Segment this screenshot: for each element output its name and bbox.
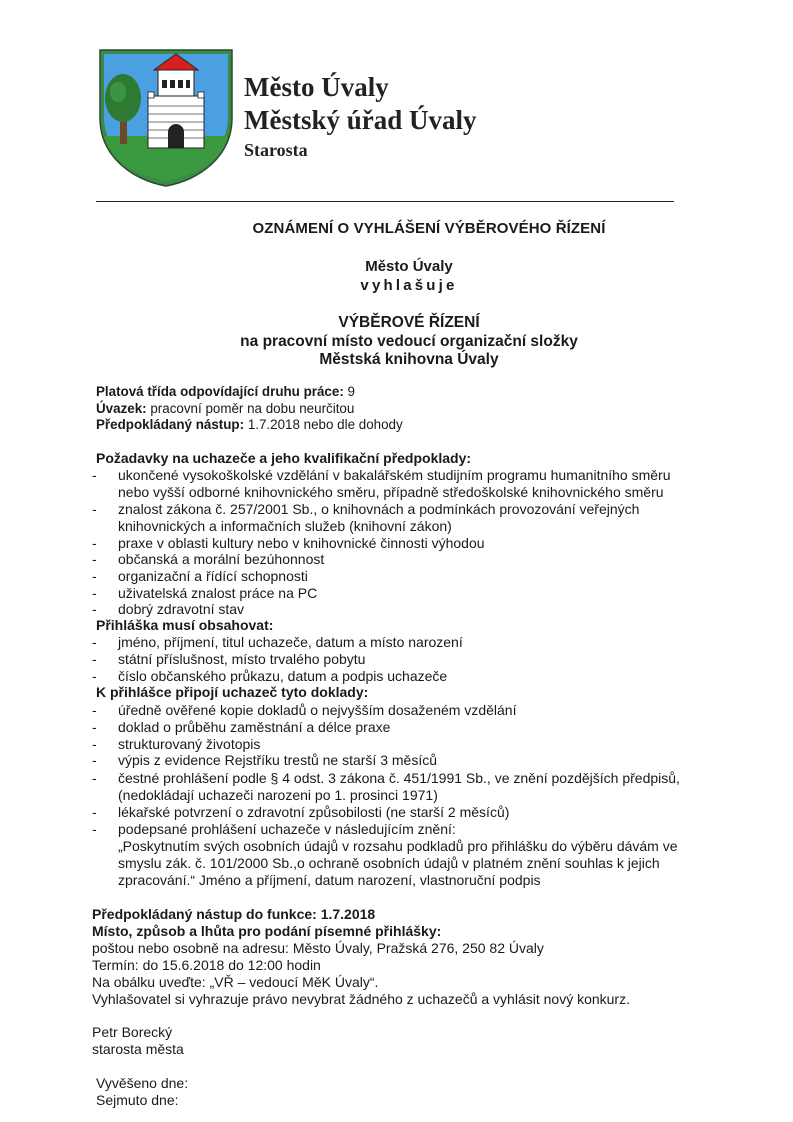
announces-verb: vyhlašuje	[360, 277, 458, 294]
announcing-city: Město Úvaly	[365, 258, 453, 275]
procedure-title: VÝBĚROVÉ ŘÍZENÍ	[338, 314, 480, 331]
signatory-title: starosta města	[92, 1041, 184, 1057]
coat-of-arms-logo	[96, 48, 236, 188]
library-title: Městská knihovna Úvaly	[319, 351, 499, 368]
application-heading: Přihláška musí obsahovat:	[96, 617, 274, 633]
consent-quote-line: zpracování.“ Jméno a příjmení, datum narození, vlastnoruční podpis	[118, 872, 541, 888]
reservation-note: Vyhlašovatel si vyhrazuje právo nevybrat žádného z uchazečů a vyhlásit nový konkurz.	[92, 991, 630, 1007]
consent-quote-line: smyslu zák. č. 101/2000 Sb.,o ochraně osobních údajů v platném znění souhlas k jejich	[118, 855, 660, 871]
info-salary-class: Platová třída odpovídající druhu práce: 9	[96, 384, 355, 399]
submission-address: poštou nebo osobně na adresu: Město Úvaly, Pražská 276, 250 82 Úvaly	[92, 940, 544, 956]
documents-heading: K přihlášce připojí uchazeč tyto doklady:	[96, 684, 369, 700]
submission-heading: Místo, způsob a lhůta pro podání písemné přihlášky:	[92, 923, 442, 939]
header-office: Městský úřad Úvaly	[244, 105, 477, 135]
removed-date-label: Sejmuto dne:	[96, 1092, 179, 1108]
envelope-note: Na obálku uveďte: „VŘ – vedoucí MěK Úvaly“.	[92, 974, 379, 990]
submission-deadline: Termín: do 15.6.2018 do 12:00 hodin	[92, 957, 321, 973]
header-divider	[96, 201, 674, 202]
signatory-name: Petr Borecký	[92, 1024, 173, 1040]
header-role: Starosta	[244, 140, 308, 160]
position-title: na pracovní místo vedoucí organizační složky	[240, 333, 578, 350]
info-start-date: Předpokládaný nástup: 1.7.2018 nebo dle dohody	[96, 417, 403, 432]
header-city: Město Úvaly	[244, 72, 389, 102]
requirements-heading: Požadavky na uchazeče a jeho kvalifikační předpoklady:	[96, 450, 472, 466]
notice-title: OZNÁMENÍ O VYHLÁŠENÍ VÝBĚROVÉHO ŘÍZENÍ	[252, 220, 606, 237]
info-workload: Úvazek: pracovní poměr na dobu neurčitou	[96, 401, 355, 416]
posted-date-label: Vyvěšeno dne:	[96, 1075, 189, 1091]
consent-quote-line: „Poskytnutím svých osobních údajů v rozsahu podkladů pro přihlášku do výběru dávám ve	[118, 838, 678, 854]
start-date-line: Předpokládaný nástup do funkce: 1.7.2018	[92, 906, 376, 922]
